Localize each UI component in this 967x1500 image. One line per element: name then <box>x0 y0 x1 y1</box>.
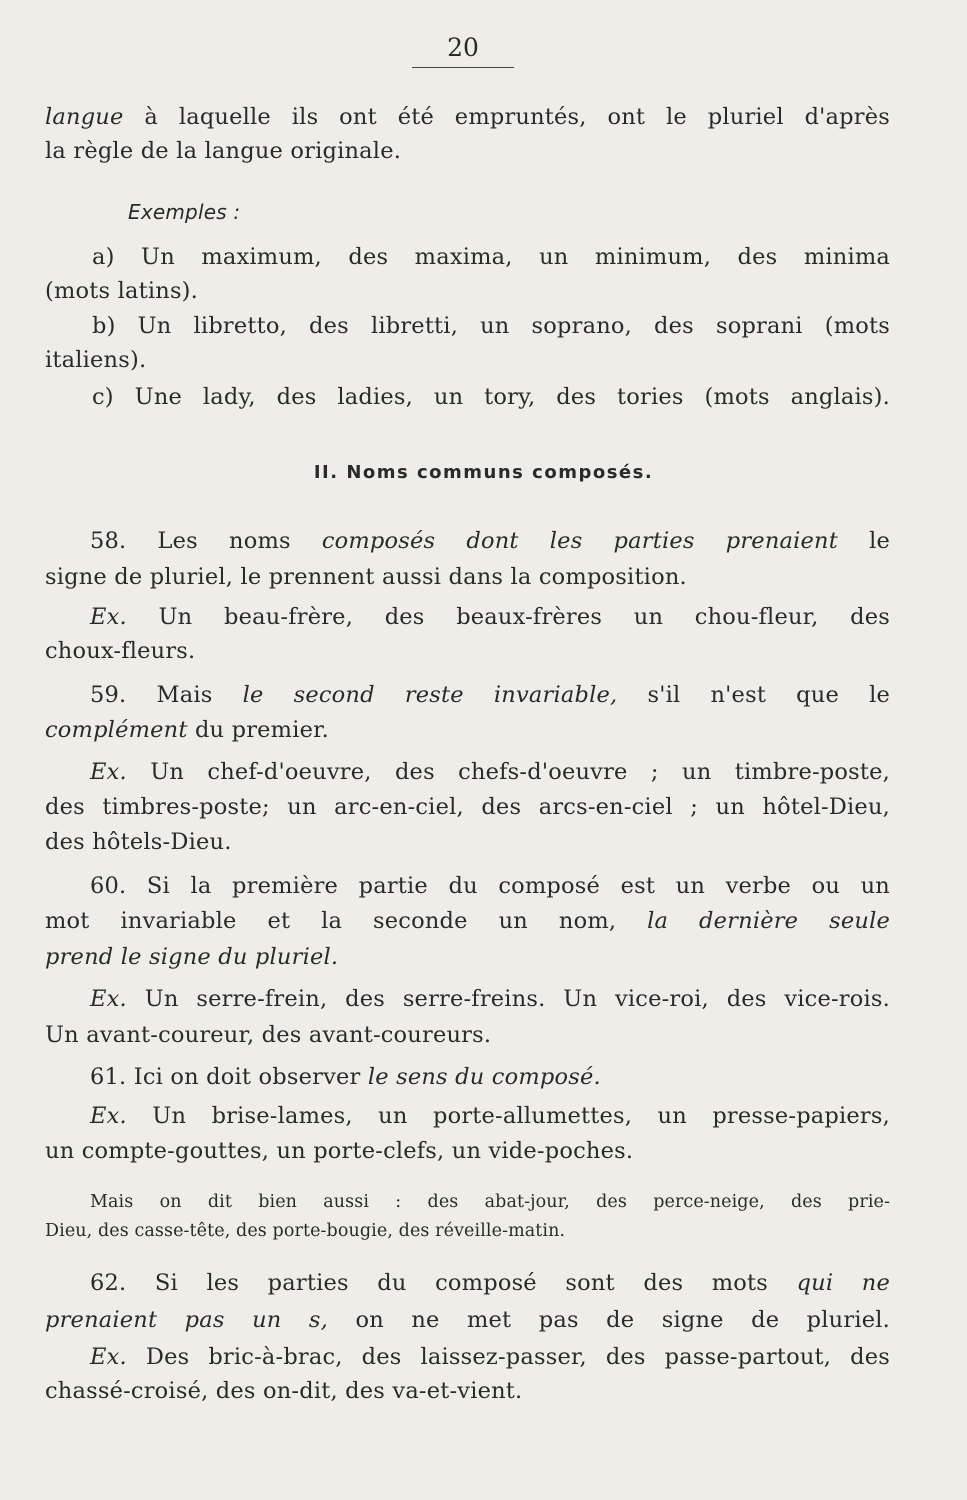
example-a: a) Un maximum, des maxima, un minimum, des minima <box>92 244 890 270</box>
text-line: un compte-gouttes, un porte-clefs, un vide-poches. <box>45 1138 634 1164</box>
text-line: chassé-croisé, des on-dit, des va-et-vient. <box>45 1378 523 1404</box>
paragraph-59: 59. Mais le second reste invariable, s'il n'est que le <box>90 682 890 708</box>
paragraph-60: 60. Si la première partie du composé est un verbe ou un <box>90 873 890 899</box>
text-line: Un avant-coureur, des avant-coureurs. <box>45 1022 492 1048</box>
section-heading: II. Noms communs composés. <box>313 462 654 483</box>
text-line: mot invariable et la seconde un nom, la dernière seule <box>45 908 890 934</box>
text-line: des hôtels-Dieu. <box>45 829 232 855</box>
paragraph-58: 58. Les noms composés dont les parties prenaient le <box>90 528 890 554</box>
example-line: Ex. Un serre-frein, des serre-freins. Un vice-roi, des vice-rois. <box>90 986 890 1012</box>
text-line: des timbres-poste; un arc-en-ciel, des arcs-en-ciel ; un hôtel-Dieu, <box>45 794 890 820</box>
page-number: 20 <box>412 33 514 68</box>
example-line: Ex. Des bric-à-brac, des laissez-passer, des passe-partout, des <box>90 1344 890 1370</box>
examples-label: Exemples : <box>128 200 241 224</box>
text-line: complément du premier. <box>45 717 329 743</box>
text-line: choux-fleurs. <box>45 638 196 664</box>
text-line: italiens). <box>45 347 147 373</box>
text-line: (mots latins). <box>45 278 199 304</box>
example-b: b) Un libretto, des libretti, un soprano, des soprani (mots <box>92 313 890 339</box>
example-line: Ex. Un brise-lames, un porte-allumettes, un presse-papiers, <box>90 1103 890 1129</box>
note-line: Dieu, des casse-tête, des porte-bougie, des réveille-matin. <box>45 1221 566 1241</box>
text-line: signe de pluriel, le prennent aussi dans la composition. <box>45 564 687 590</box>
text-line: langue à laquelle ils ont été empruntés, ont le pluriel d'après <box>45 104 890 130</box>
paragraph-61: 61. Ici on doit observer le sens du composé. <box>90 1064 601 1090</box>
example-c: c) Une lady, des ladies, un tory, des tories (mots anglais). <box>92 384 890 410</box>
example-line: Ex. Un chef-d'oeuvre, des chefs-d'oeuvre ; un timbre-poste, <box>90 759 890 785</box>
example-line: Ex. Un beau-frère, des beaux-frères un chou-fleur, des <box>90 604 890 630</box>
text-line: la règle de la langue originale. <box>45 138 402 164</box>
note-line: Mais on dit bien aussi : des abat-jour, des perce-neige, des prie- <box>90 1192 890 1212</box>
text-line: prenaient pas un s, on ne met pas de signe de pluriel. <box>45 1307 890 1333</box>
paragraph-62: 62. Si les parties du composé sont des mots qui ne <box>90 1270 891 1296</box>
text-line: prend le signe du pluriel. <box>45 944 339 970</box>
